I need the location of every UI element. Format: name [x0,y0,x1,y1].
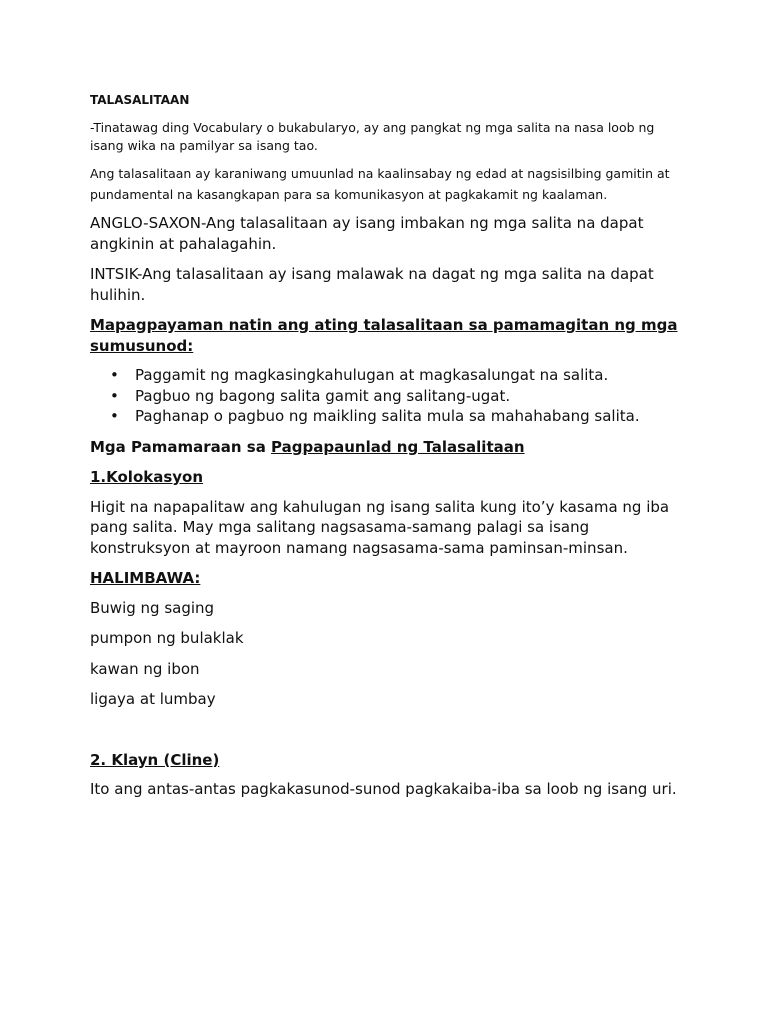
examples-heading: HALIMBAWA: [90,569,201,588]
bullet-icon: • [110,407,119,426]
intsik-paragraph: INTSIK-Ang talasalitaan ay isang malawak na dagat ng mga salita na dapat hulihin. [90,265,654,304]
methods-heading-plain: Mga Pamamaraan sa [90,437,272,456]
bullet-icon: • [110,366,119,384]
methods-heading-underlined: Pagpapaunlad ng Talasalitaan [271,437,525,456]
intro-paragraph-1: -Tinatawag ding Vocabulary o bukabularyo, ay ang pangkat ng mga salita na nasa loob ng isang wika na pamilyar sa isang tao. [90,120,655,153]
section-spacer [90,720,690,750]
document-title: TALASALITAAN [90,93,190,107]
enrich-heading: Mapagpayaman natin ang ating talasalitaan sa pamamagitan ng mga sumusunod: [90,316,678,355]
document-content [90,92,690,810]
list-item-text: Paghanap o pagbuo ng maikling salita mula sa mahahabang salita. [135,407,640,426]
list-item [90,386,690,407]
example-item: kawan ng ibon [90,659,200,678]
bullet-icon: • [110,386,119,405]
example-item: ligaya at lumbay [90,690,216,709]
example-item: Buwig ng saging [90,598,215,617]
enrich-bullet-list [90,365,690,427]
section-1-body: Higit na napapalitaw ang kahulugan ng isang salita kung ito’y kasama ng iba pang salita. May mga salitang nagsasama-samang palagi sa isang konstruksyon at mayroon namang nagsasama-sama paminsan-minsan. [90,497,670,557]
list-item [90,406,690,427]
anglo-saxon-paragraph: ANGLO-SAXON-Ang talasalitaan ay isang imbakan ng mga salita na dapat angkinin at pahalagahin. [90,214,644,253]
list-item-text: Pagbuo ng bagong salita gamit ang salitang-ugat. [135,386,511,405]
intro-paragraph-2: Ang talasalitaan ay karaniwang umuunlad na kaalinsabay ng edad at nagsisilbing gamitin at pundamental na kasangkapan para sa komunikasyon at pagkakamit ng kaalaman. [90,166,670,202]
section-2-heading: 2. Klayn (Cline) [90,750,220,769]
section-2-body: Ito ang antas-antas pagkakasunod-sunod pagkakaiba-iba sa loob ng isang uri. [90,780,677,799]
example-item: pumpon ng bulaklak [90,629,244,648]
list-item [90,365,690,386]
methods-heading [90,437,690,458]
section-1-heading: 1.Kolokasyon [90,468,204,487]
list-item-text: Paggamit ng magkasingkahulugan at magkasalungat na salita. [135,366,609,384]
